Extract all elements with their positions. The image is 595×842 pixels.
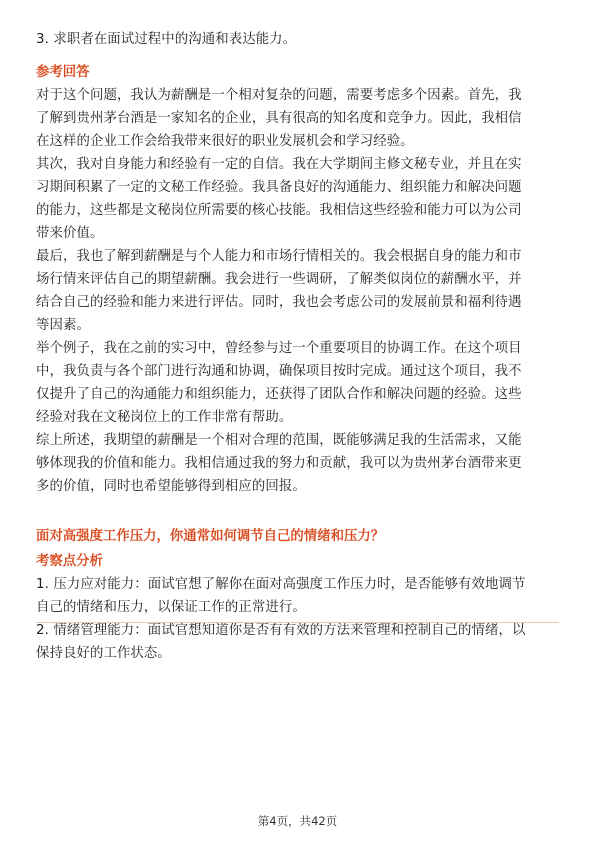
answer-line: 等因素。	[36, 318, 90, 333]
analysis-line: 2. 情绪管理能力：面试官想知道你是否有有效的方法来管理和控制自己的情绪，以	[36, 623, 526, 638]
analysis-heading: 考察点分析	[36, 554, 103, 569]
answer-line: 习期间积累了一定的文秘工作经验。我具备良好的沟通能力、组织能力和解决问题	[36, 180, 522, 195]
answer-line: 仅提升了自己的沟通能力和组织能力，还获得了团队合作和解决问题的经验。这些	[36, 387, 522, 402]
answer-line: 带来价值。	[36, 226, 104, 241]
intro-item: 3. 求职者在面试过程中的沟通和表达能力。	[36, 32, 297, 47]
analysis-item	[36, 573, 564, 619]
answer-line: 对于这个问题，我认为薪酬是一个相对复杂的问题，需要考虑多个因素。首先，我	[36, 88, 522, 103]
answer-line: 综上所述，我期望的薪酬是一个相对合理的范围，既能够满足我的生活需求，又能	[36, 433, 522, 448]
answer-line: 够体现我的价值和能力。我相信通过我的努力和贡献，我可以为贵州茅台酒带来更	[36, 456, 522, 471]
answer-line: 其次，我对自身能力和经验有一定的自信。我在大学期间主修文秘专业，并且在实	[36, 157, 522, 172]
analysis-body	[36, 573, 564, 665]
answer-line: 经验对我在文秘岗位上的工作非常有帮助。	[36, 410, 293, 425]
answer-line: 中，我负责与各个部门进行沟通和协调，确保项目按时完成。通过这个项目，我不	[36, 364, 522, 379]
analysis-line: 自己的情绪和压力，以保证工作的正常进行。	[36, 600, 306, 615]
page-footer: 第4页，共42页	[257, 814, 338, 828]
answer-line: 了解到贵州茅台酒是一家知名的企业，具有很高的知名度和竞争力。因此，我相信	[36, 111, 522, 126]
answer-paragraph	[36, 337, 564, 429]
analysis-line: 保持良好的工作状态。	[36, 646, 171, 661]
answer-paragraph	[36, 429, 564, 498]
answer-line: 的能力，这些都是文秘岗位所需要的核心技能。我相信这些经验和能力可以为公司	[36, 203, 522, 218]
answer-line: 举个例子，我在之前的实习中，曾经参与过一个重要项目的协调工作。在这个项目	[36, 341, 522, 356]
answer-body	[36, 84, 564, 498]
section-divider	[36, 622, 559, 623]
answer-heading: 参考回答	[36, 65, 90, 80]
answer-line: 场行情来评估自己的期望薪酬。我会进行一些调研，了解类似岗位的薪酬水平，并	[36, 272, 522, 287]
analysis-line: 1. 压力应对能力：面试官想了解你在面对高强度工作压力时，是否能够有效地调节	[36, 577, 526, 592]
page-content	[36, 28, 564, 665]
answer-line: 最后，我也了解到薪酬是与个人能力和市场行情相关的。我会根据自身的能力和市	[36, 249, 522, 264]
analysis-item	[36, 619, 564, 665]
answer-paragraph	[36, 245, 564, 337]
answer-line: 在这样的企业工作会给我带来很好的职业发展机会和学习经验。	[36, 134, 414, 149]
answer-line: 多的价值，同时也希望能够得到相应的回报。	[36, 479, 306, 494]
answer-paragraph	[36, 153, 564, 245]
answer-paragraph	[36, 84, 564, 153]
answer-line: 结合自己的经验和能力来进行评估。同时，我也会考虑公司的发展前景和福利待遇	[36, 295, 522, 310]
question-title: 面对高强度工作压力，你通常如何调节自己的情绪和压力？	[36, 529, 385, 544]
